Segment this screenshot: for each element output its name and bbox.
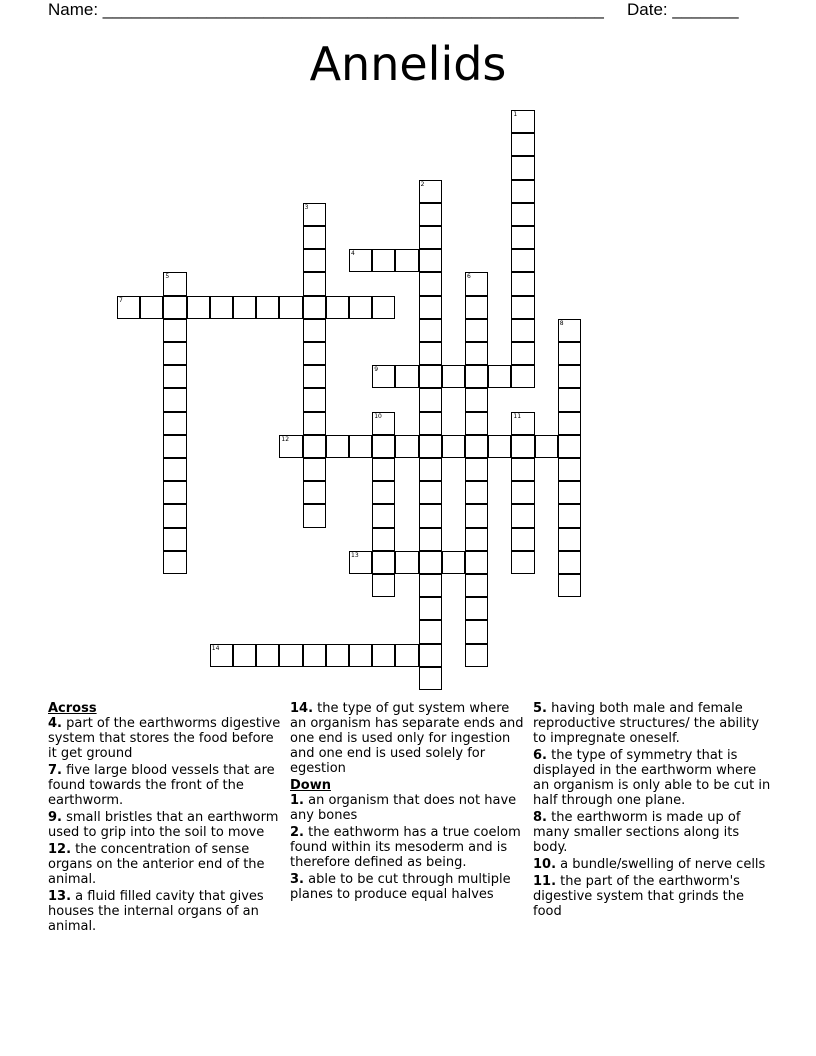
grid-cell[interactable] (303, 388, 326, 411)
clue-text: five large blood vessels that are found towards the front of the earthworm. (48, 763, 275, 808)
clue-text: a bundle/swelling of nerve cells (560, 857, 766, 872)
puzzle-title: Annelids (309, 37, 507, 91)
grid-cell[interactable] (511, 504, 534, 527)
grid-cell[interactable] (419, 296, 442, 319)
grid-cell[interactable] (419, 435, 442, 458)
grid-cell[interactable] (163, 504, 186, 527)
grid-cell[interactable] (511, 481, 534, 504)
grid-cell[interactable] (465, 388, 488, 411)
grid-cell[interactable] (326, 296, 349, 319)
name-field-label: Name: _____________________________________________________ (48, 0, 604, 19)
cell-number: 1 (513, 111, 518, 118)
grid-cell[interactable] (395, 365, 418, 388)
grid-cell[interactable] (210, 296, 233, 319)
grid-cell[interactable] (372, 528, 395, 551)
grid-cell[interactable] (210, 644, 233, 667)
cell-number: 6 (467, 273, 471, 281)
grid-cell[interactable] (395, 551, 418, 574)
grid-cell[interactable] (303, 226, 326, 249)
grid-cell[interactable] (163, 458, 186, 481)
grid-cell[interactable] (511, 551, 534, 574)
grid-cell[interactable] (349, 551, 372, 574)
grid-cell[interactable] (488, 435, 511, 458)
grid-cell[interactable] (419, 504, 442, 527)
grid-cell[interactable] (303, 481, 326, 504)
clue-text: the type of symmetry that is displayed in the earthworm where an organism is only able to be cut in half through one plane. (533, 748, 771, 808)
clue-text: an organism that does not have any bones (290, 793, 517, 823)
grid-cell[interactable] (256, 296, 279, 319)
clue-number: 8. (533, 810, 547, 825)
grid-cell[interactable] (558, 435, 581, 458)
grid-cell[interactable] (465, 412, 488, 435)
clue-number: 2. (290, 825, 304, 840)
grid-cell[interactable] (187, 296, 210, 319)
grid-cell[interactable] (442, 551, 465, 574)
clue-text: the part of the earthworm's digestive system that grinds the food (533, 874, 745, 919)
clue-number: 4. (48, 716, 62, 731)
grid-cell[interactable] (511, 249, 534, 272)
grid-cell[interactable] (511, 156, 534, 179)
clue-number: 9. (48, 810, 62, 825)
grid-cell[interactable] (465, 620, 488, 643)
grid-cell[interactable] (419, 481, 442, 504)
grid-cell[interactable] (419, 180, 442, 203)
grid-cell[interactable] (511, 133, 534, 156)
grid-cell[interactable] (163, 481, 186, 504)
clue-text: a fluid filled cavity that gives houses the internal organs of an animal. (48, 889, 264, 934)
grid-cell[interactable] (465, 435, 488, 458)
clue-number: 10. (533, 857, 557, 872)
grid-cell[interactable] (395, 435, 418, 458)
clue-text: part of the earthworms digestive system that stores the food before it get ground (48, 716, 281, 761)
clue-across-12 (48, 842, 284, 887)
grid-cell[interactable] (303, 644, 326, 667)
grid-cell[interactable] (465, 528, 488, 551)
grid-cell[interactable] (419, 644, 442, 667)
grid-cell[interactable] (163, 551, 186, 574)
grid-cell[interactable] (163, 319, 186, 342)
cell-number: 14 (211, 644, 220, 652)
grid-cell[interactable] (419, 226, 442, 249)
grid-cell[interactable] (511, 180, 534, 203)
grid-cell[interactable] (558, 319, 581, 342)
cell-number: 10 (374, 412, 382, 420)
grid-cell[interactable] (419, 342, 442, 365)
grid-cell[interactable] (372, 435, 395, 458)
grid-cell[interactable] (395, 644, 418, 667)
grid-cell[interactable] (372, 574, 395, 597)
clue-down-8 (533, 810, 771, 855)
date-field-label: Date: _______ (627, 0, 739, 19)
grid-cell[interactable] (558, 551, 581, 574)
clue-number: 7. (48, 763, 62, 778)
grid-cell[interactable] (303, 342, 326, 365)
grid-cell[interactable] (303, 504, 326, 527)
grid-cell[interactable] (372, 481, 395, 504)
grid-cell[interactable] (558, 412, 581, 435)
cell-number: 4 (351, 250, 355, 258)
grid-cell[interactable] (372, 412, 395, 435)
clue-down-10 (533, 857, 771, 872)
grid-cell[interactable] (558, 504, 581, 527)
grid-cell[interactable] (442, 435, 465, 458)
grid-cell[interactable] (465, 342, 488, 365)
grid-cell[interactable] (163, 528, 186, 551)
grid-cell[interactable] (558, 365, 581, 388)
grid-cell[interactable] (303, 435, 326, 458)
clue-column-2 (290, 701, 528, 904)
clue-down-5 (533, 701, 771, 746)
clue-across-14 (290, 701, 528, 776)
cell-number: 5 (165, 273, 170, 281)
cell-number: 7 (119, 296, 123, 304)
grid-cell[interactable] (558, 574, 581, 597)
grid-cell[interactable] (349, 249, 372, 272)
grid-cell[interactable] (117, 296, 140, 319)
clue-down-3 (290, 872, 528, 902)
grid-cell[interactable] (419, 388, 442, 411)
grid-cell[interactable] (279, 435, 302, 458)
grid-cell[interactable] (233, 644, 256, 667)
grid-cell[interactable] (372, 365, 395, 388)
grid-cell[interactable] (442, 365, 465, 388)
clue-text: the type of gut system where an organism has separate ends and one end is used only for ingestion and one end is used solely for egestion (290, 701, 524, 776)
grid-cell[interactable] (349, 644, 372, 667)
grid-cell[interactable] (465, 458, 488, 481)
grid-cell[interactable] (511, 342, 534, 365)
grid-cell[interactable] (163, 272, 186, 295)
grid-cell[interactable] (465, 597, 488, 620)
grid-cell[interactable] (465, 551, 488, 574)
grid-cell[interactable] (419, 597, 442, 620)
grid-cell[interactable] (511, 458, 534, 481)
clue-number: 6. (533, 748, 547, 763)
grid-cell[interactable] (303, 272, 326, 295)
grid-cell[interactable] (233, 296, 256, 319)
grid-cell[interactable] (511, 272, 534, 295)
grid-cell[interactable] (558, 528, 581, 551)
grid-cell[interactable] (419, 272, 442, 295)
grid-cell[interactable] (372, 296, 395, 319)
grid-cell[interactable] (465, 365, 488, 388)
cell-number: 13 (351, 551, 359, 559)
clue-column-3 (533, 701, 771, 921)
clue-across-4 (48, 716, 284, 761)
grid-cell[interactable] (163, 388, 186, 411)
cell-number: 9 (374, 366, 379, 374)
clue-text: the earthworm is made up of many smaller sections along its body. (533, 810, 741, 855)
down-heading: Down (290, 778, 331, 793)
grid-cell[interactable] (163, 296, 186, 319)
clue-number: 11. (533, 874, 557, 889)
grid-cell[interactable] (419, 249, 442, 272)
grid-cell[interactable] (279, 644, 302, 667)
cell-number: 12 (281, 435, 290, 443)
clue-down-1 (290, 793, 528, 823)
clue-text: able to be cut through multiple planes to produce equal halves (290, 872, 511, 902)
grid-cell[interactable] (511, 296, 534, 319)
clue-across-7 (48, 763, 284, 808)
clue-down-11 (533, 874, 771, 919)
grid-cell[interactable] (419, 620, 442, 643)
grid-cell[interactable] (419, 667, 442, 690)
grid-cell[interactable] (511, 203, 534, 226)
grid-cell[interactable] (163, 435, 186, 458)
grid-cell[interactable] (465, 319, 488, 342)
clue-number: 5. (533, 701, 547, 716)
grid-cell[interactable] (465, 296, 488, 319)
grid-cell[interactable] (372, 644, 395, 667)
grid-cell[interactable] (303, 249, 326, 272)
grid-cell[interactable] (395, 249, 418, 272)
clue-number: 3. (290, 872, 304, 887)
grid-cell[interactable] (372, 551, 395, 574)
grid-cell[interactable] (419, 574, 442, 597)
grid-cell[interactable] (419, 458, 442, 481)
grid-cell[interactable] (558, 342, 581, 365)
grid-cell[interactable] (303, 365, 326, 388)
grid-cell[interactable] (488, 365, 511, 388)
grid-cell[interactable] (419, 365, 442, 388)
grid-cell[interactable] (465, 504, 488, 527)
grid-cell[interactable] (372, 249, 395, 272)
grid-cell[interactable] (465, 574, 488, 597)
grid-cell[interactable] (349, 435, 372, 458)
grid-cell[interactable] (511, 435, 534, 458)
grid-cell[interactable] (419, 203, 442, 226)
grid-cell[interactable] (558, 481, 581, 504)
grid-cell[interactable] (465, 481, 488, 504)
grid-cell[interactable] (419, 319, 442, 342)
grid-cell[interactable] (163, 412, 186, 435)
cell-number: 11 (513, 412, 522, 420)
clue-column-1 (48, 701, 284, 936)
clue-down-6 (533, 748, 771, 808)
grid-cell[interactable] (349, 296, 372, 319)
grid-cell[interactable] (511, 412, 534, 435)
clue-down-2 (290, 825, 528, 870)
grid-cell[interactable] (372, 504, 395, 527)
grid-cell[interactable] (465, 272, 488, 295)
grid-cell[interactable] (419, 412, 442, 435)
grid-cell[interactable] (511, 226, 534, 249)
grid-cell[interactable] (303, 458, 326, 481)
clue-across-9 (48, 810, 284, 840)
grid-cell[interactable] (465, 644, 488, 667)
grid-cell[interactable] (558, 458, 581, 481)
clue-number: 1. (290, 793, 304, 808)
grid-cell[interactable] (511, 365, 534, 388)
clue-text: small bristles that an earthworm used to grip into the soil to move (48, 810, 279, 840)
grid-cell[interactable] (163, 342, 186, 365)
clue-number: 13. (48, 889, 72, 904)
clue-text: the concentration of sense organs on the anterior end of the animal. (48, 842, 265, 887)
cell-number: 3 (304, 203, 309, 211)
cell-number: 8 (559, 319, 564, 327)
grid-cell[interactable] (372, 458, 395, 481)
clue-text: having both male and female reproductive structures/ the ability to impregnate oneself. (533, 701, 760, 746)
grid-cell[interactable] (326, 435, 349, 458)
grid-cell[interactable] (303, 203, 326, 226)
grid-cell[interactable] (163, 365, 186, 388)
grid-cell[interactable] (419, 551, 442, 574)
grid-cell[interactable] (303, 319, 326, 342)
grid-cell[interactable] (511, 110, 534, 133)
clue-text: the eathworm has a true coelom found within its mesoderm and is therefore defined as being. (290, 825, 521, 870)
grid-cell[interactable] (303, 296, 326, 319)
clue-number: 14. (290, 701, 314, 716)
grid-cell[interactable] (140, 296, 163, 319)
grid-cell[interactable] (419, 528, 442, 551)
grid-cell[interactable] (511, 528, 534, 551)
grid-cell[interactable] (303, 412, 326, 435)
grid-cell[interactable] (326, 644, 349, 667)
clue-number: 12. (48, 842, 72, 857)
grid-cell[interactable] (279, 296, 302, 319)
grid-cell[interactable] (558, 388, 581, 411)
clue-across-13 (48, 889, 284, 934)
grid-cell[interactable] (535, 435, 558, 458)
grid-cell[interactable] (511, 319, 534, 342)
across-heading: Across (48, 701, 97, 716)
grid-cell[interactable] (256, 644, 279, 667)
cell-number: 2 (420, 180, 425, 188)
